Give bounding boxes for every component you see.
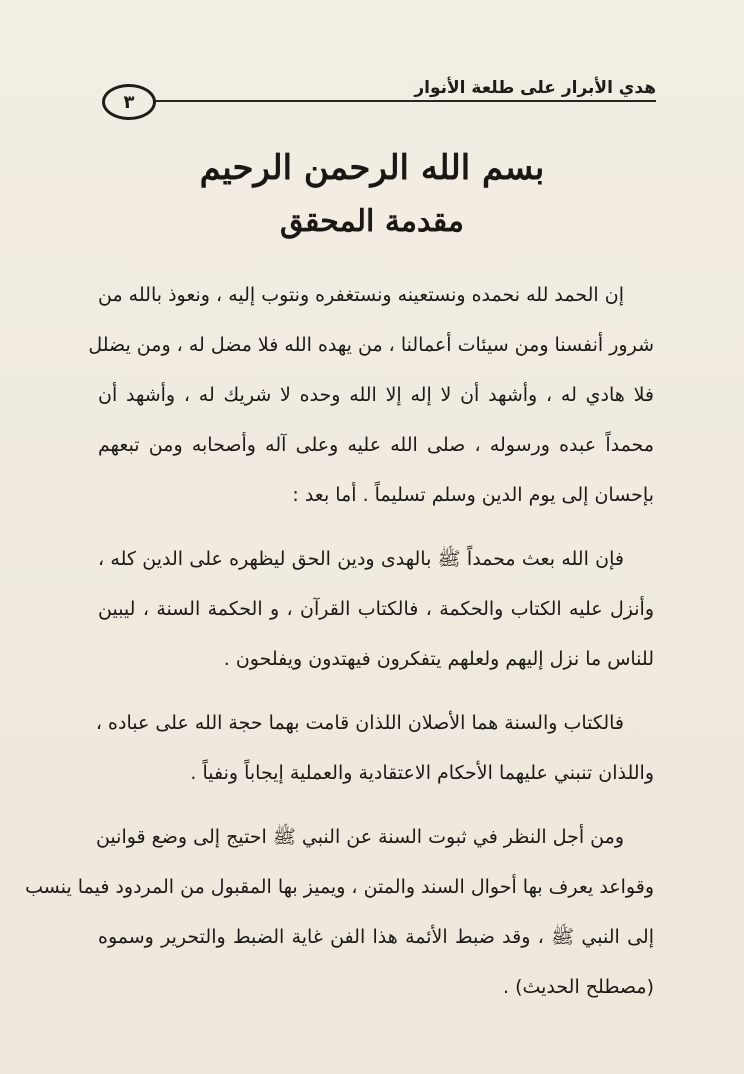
section-title: مقدمة المحقق (280, 204, 464, 239)
text-line: للناس ما نزل إليهم ولعلهم يتفكرون فيهتدون ويفلحون . (223, 648, 654, 670)
text-line: إن الحمد لله نحمده ونستعينه ونستغفره ونتوب إليه ، ونعوذ بالله من (98, 284, 624, 306)
text-line: فلا هادي له ، وأشهد أن لا إله إلا الله وحده لا شريك له ، وأشهد أن (98, 384, 654, 406)
text-line: بإحسان إلى يوم الدين وسلم تسليماً . أما بعد : (292, 484, 654, 506)
text-line: إلى النبي ﷺ ، وقد ضبط الأئمة هذا الفن غاية الضبط والتحرير وسموه (98, 926, 654, 948)
text-line: وقواعد يعرف بها أحوال السند والمتن ، ويميز بها المقبول من المردود فيما ينسب (25, 876, 654, 898)
page-number: ٣ (123, 91, 135, 113)
basmala-calligraphy: بسم الله الرحمن الرحيم (199, 148, 545, 188)
paragraph-2 (98, 534, 654, 684)
body-text (25, 270, 654, 1012)
paragraph-4 (25, 812, 654, 1012)
text-line: (مصطلح الحديث) . (503, 976, 654, 998)
text-line: فإن الله بعث محمداً ﷺ بالهدى ودين الحق ليظهره على الدين كله ، (98, 548, 624, 570)
text-line: محمداً عبده ورسوله ، صلى الله عليه وعلى آله وأصحابه ومن تبعهم (98, 434, 654, 456)
running-header (96, 80, 656, 120)
text-line: واللذان تنبني عليهما الأحكام الاعتقادية والعملية إيجاباً ونفياً . (190, 762, 654, 784)
text-line: وأنزل عليه الكتاب والحكمة ، فالكتاب القرآن ، و الحكمة السنة ، ليبين (98, 598, 654, 620)
text-line: ومن أجل النظر في ثبوت السنة عن النبي ﷺ احتيج إلى وضع قوانين (95, 826, 624, 848)
text-line: شرور أنفسنا ومن سيئات أعمالنا ، من يهده الله فلا مضل له ، ومن يضلل (88, 334, 654, 356)
text-line: فالكتاب والسنة هما الأصلان اللذان قامت بهما حجة الله على عباده ، (95, 712, 624, 734)
book-title: هدي الأبرار على طلعة الأنوار (408, 78, 656, 98)
page-number-badge (102, 84, 156, 120)
paragraph-3 (95, 698, 654, 798)
paragraph-1 (88, 270, 654, 520)
header-rule (144, 100, 656, 102)
